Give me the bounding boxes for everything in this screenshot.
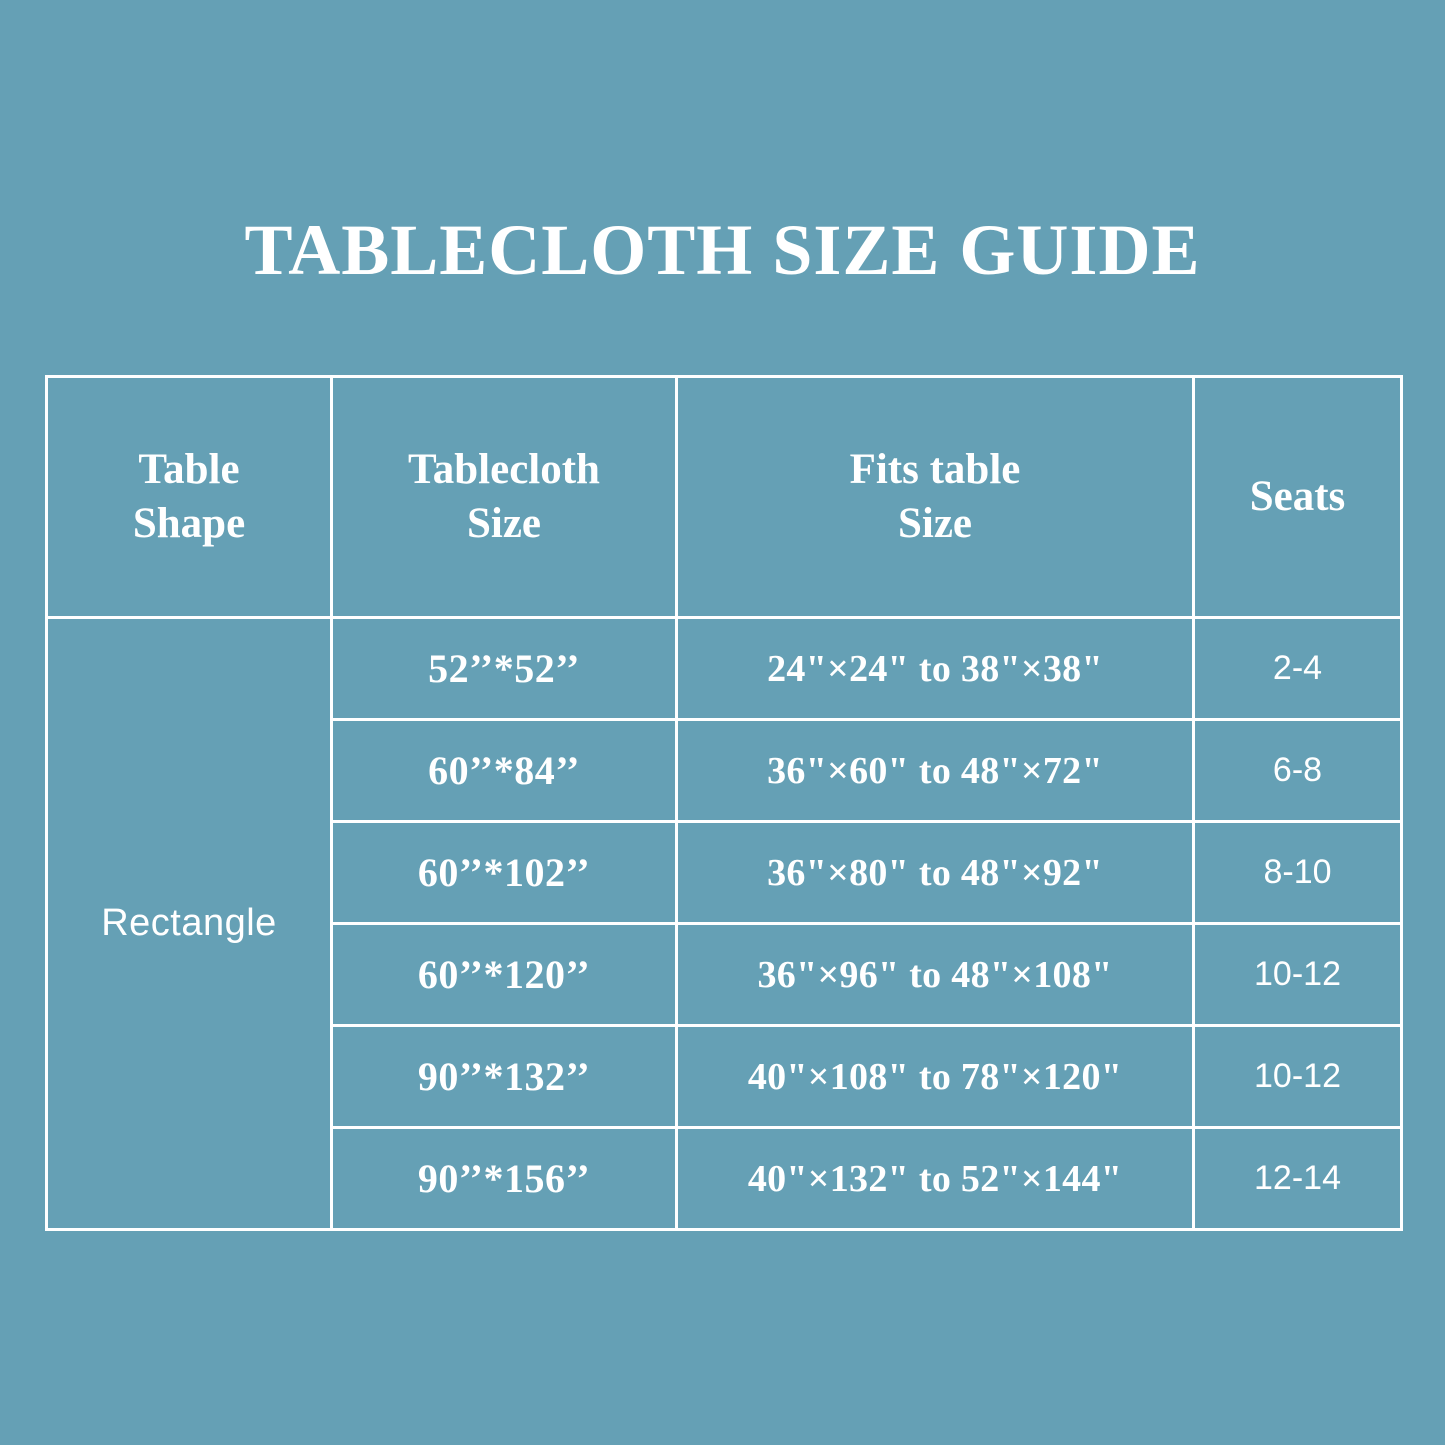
cell-tablecloth-size: 90’’*156’’ [332, 1128, 677, 1230]
cell-tablecloth-size: 60’’*102’’ [332, 822, 677, 924]
column-header-table-shape [47, 377, 332, 618]
tablecloth-size-table [45, 375, 1403, 1231]
column-header-fits-table-size-line-1: Fits table [849, 446, 1021, 494]
column-header-table-shape-line-2: Shape [132, 500, 246, 547]
size-table-container [45, 375, 1400, 1231]
cell-fits-table-size: 40"×132" to 52"×144" [677, 1128, 1194, 1230]
cell-seats: 12-14 [1194, 1128, 1402, 1230]
cell-seats: 10-12 [1194, 924, 1402, 1026]
cell-seats: 6-8 [1194, 720, 1402, 822]
column-header-seats [1194, 377, 1402, 618]
cell-seats: 2-4 [1194, 618, 1402, 720]
cell-tablecloth-size: 60’’*120’’ [332, 924, 677, 1026]
cell-seats: 8-10 [1194, 822, 1402, 924]
cell-fits-table-size: 36"×96" to 48"×108" [677, 924, 1194, 1026]
cell-tablecloth-size: 52’’*52’’ [332, 618, 677, 720]
cell-table-shape-rectangle: Rectangle [47, 618, 332, 1230]
cell-tablecloth-size: 60’’*84’’ [332, 720, 677, 822]
cell-fits-table-size: 40"×108" to 78"×120" [677, 1026, 1194, 1128]
column-header-tablecloth-size-line-1: Tablecloth [408, 446, 600, 494]
column-header-table-shape-line-1: Table [138, 446, 240, 494]
column-header-tablecloth-size [332, 377, 677, 618]
column-header-seats-line-1: Seats [1249, 473, 1346, 521]
column-header-fits-table-size-line-2: Size [897, 500, 973, 547]
table-header [47, 377, 1402, 618]
header-row [47, 377, 1402, 618]
cell-fits-table-size: 36"×60" to 48"×72" [677, 720, 1194, 822]
cell-tablecloth-size: 90’’*132’’ [332, 1026, 677, 1128]
table-body [47, 618, 1402, 1230]
page-title: TABLECLOTH SIZE GUIDE [244, 210, 1201, 290]
table-row [47, 618, 1402, 720]
column-header-fits-table-size [677, 377, 1194, 618]
cell-seats: 10-12 [1194, 1026, 1402, 1128]
cell-fits-table-size: 24"×24" to 38"×38" [677, 618, 1194, 720]
column-header-tablecloth-size-line-2: Size [466, 500, 542, 547]
cell-fits-table-size: 36"×80" to 48"×92" [677, 822, 1194, 924]
